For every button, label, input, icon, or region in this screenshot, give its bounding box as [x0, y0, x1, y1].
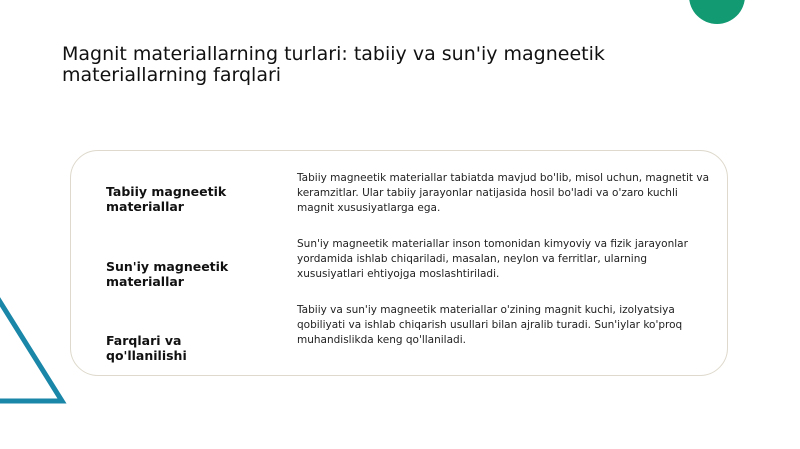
- row-term: Farqlari va qo'llanilishi: [106, 333, 187, 363]
- decorative-triangle: [0, 285, 70, 410]
- row-term: Sun'iy magneetik materiallar: [106, 259, 229, 289]
- comparison-card: [70, 150, 728, 376]
- row-description: Sun'iy magneetik materiallar inson tomonidan kimyoviy va fizik jarayonlar yordamida ishlab chiqariladi, masalan, neylon va ferritlar, ularning xususiyatlari ehtiyojga moslashtiriladi.: [297, 238, 688, 280]
- row-description: Tabiiy va sun'iy magneetik materiallar o'zining magnit kuchi, izolyatsiya qobiliyati va ishlab chiqarish usullari bilan ajralib turadi. Sun'iylar ko'proq muhandislikda keng qo'llaniladi.: [297, 304, 683, 346]
- row-description: Tabiiy magneetik materiallar tabiatda mavjud bo'lib, misol uchun, magnetit va keramzitlar. Ular tabiiy jarayonlar natijasida hosil bo'ladi va o'zaro kuchli magnit xususiyatlarga ega.: [297, 172, 710, 214]
- row-term: Tabiiy magneetik materiallar: [106, 184, 227, 214]
- slide-title: Magnit materiallarning turlari: tabiiy va sun'iy magneetik materiallarning farqlari: [62, 43, 605, 86]
- decorative-circle: [689, 0, 745, 24]
